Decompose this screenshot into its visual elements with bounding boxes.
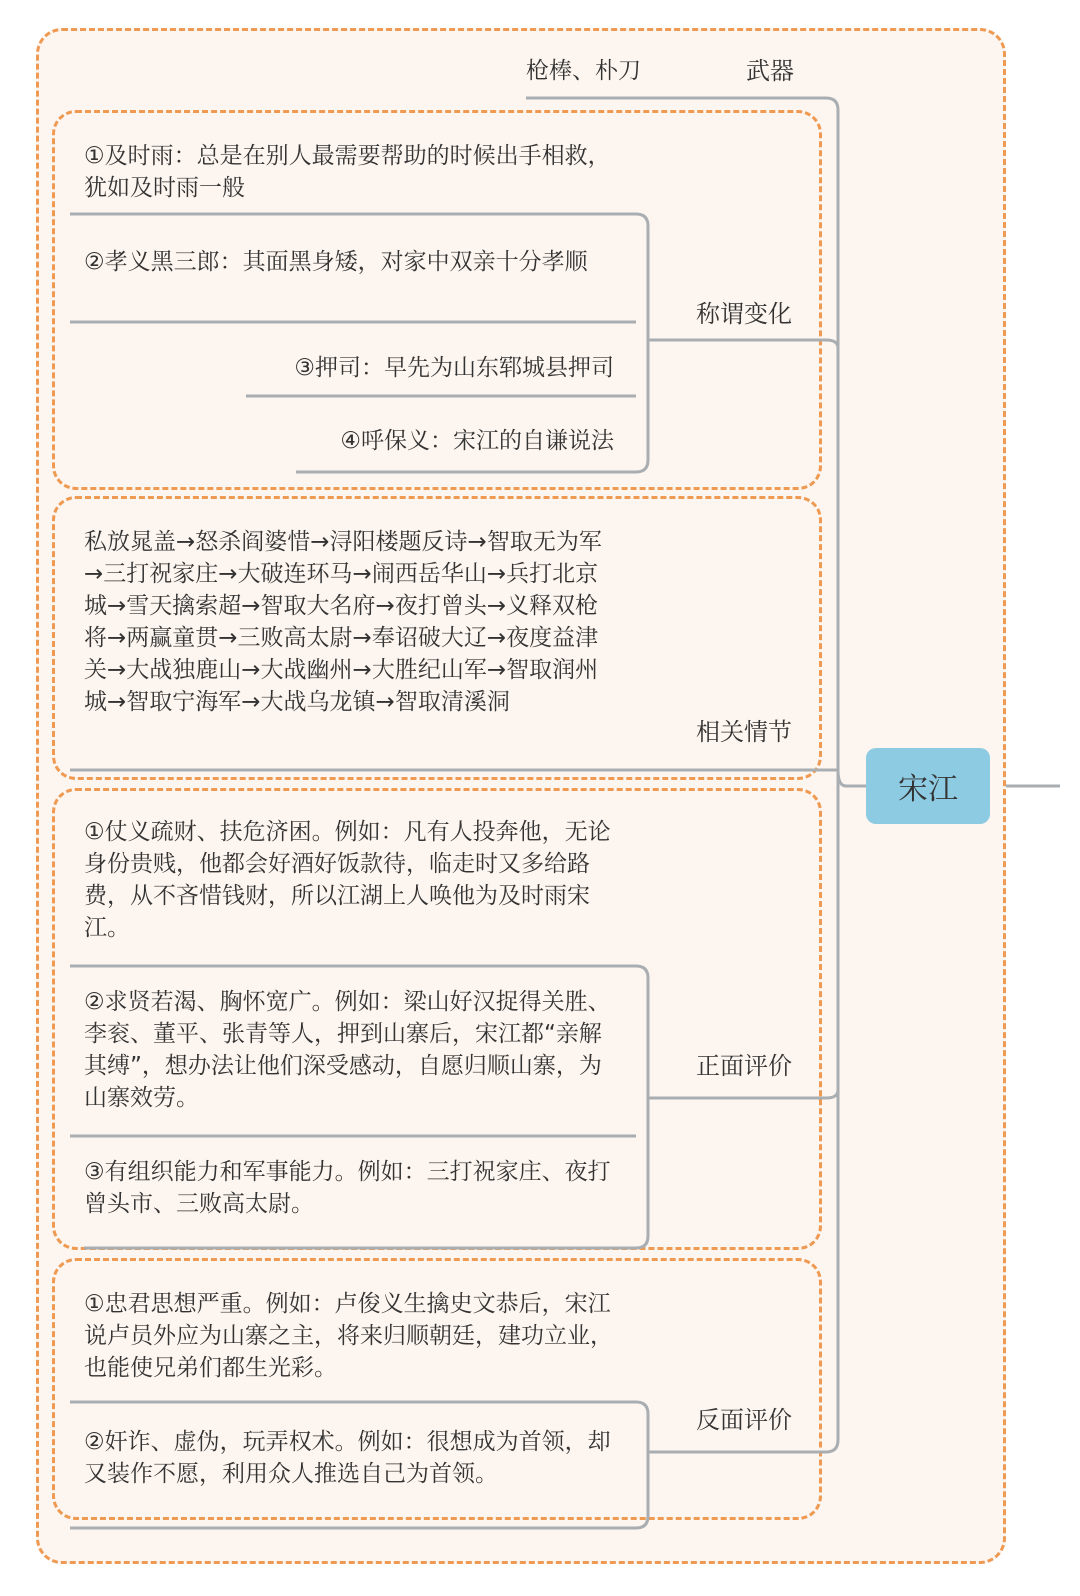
- branch-negative[interactable]: 反面评价: [696, 1406, 792, 1434]
- titles-leaf-2[interactable]: ②孝义黑三郎：其面黑身矮，对家中双亲十分孝顺: [84, 249, 588, 275]
- titles-leaf-4[interactable]: ④呼保义：宋江的自谦说法: [340, 428, 614, 454]
- positive-leaf-3[interactable]: ③有组织能力和军事能力。例如：三打祝家庄、夜打曾头市、三败高太尉。: [84, 1159, 611, 1217]
- positive-leaf-2[interactable]: ②求贤若渴、胸怀宽广。例如：梁山好汉捉得关胜、李衮、董平、张青等人，押到山寨后，宋江都“亲解其缚”，想办法让他们深受感动，自愿归顺山寨，为山寨效劳。: [84, 989, 611, 1111]
- branch-plots[interactable]: 相关情节: [696, 718, 792, 746]
- branch-titles[interactable]: 称谓变化: [696, 300, 792, 328]
- positive-leaf-1[interactable]: ①仗义疏财、扶危济困。例如：凡有人投奔他，无论身份贵贱，他都会好酒好饭款待，临走时又多给路费，从不吝惜钱财，所以江湖上人唤他为及时雨宋江。: [84, 819, 611, 941]
- root-label: 宋江: [898, 772, 958, 807]
- titles-leaf-3[interactable]: ③押司：早先为山东郓城县押司: [294, 355, 614, 381]
- root-node-songjiang[interactable]: [866, 748, 990, 824]
- negative-leaf-1[interactable]: ①忠君思想严重。例如：卢俊义生擒史文恭后，宋江说卢员外应为山寨之主，将来归顺朝廷，建功立业，也能使兄弟们都生光彩。: [84, 1291, 613, 1381]
- branch-positive[interactable]: 正面评价: [696, 1052, 792, 1080]
- negative-leaf-2[interactable]: ②奸诈、虚伪，玩弄权术。例如：很想成为首领，却又装作不愿，利用众人推选自己为首领。: [84, 1429, 611, 1487]
- weapons-leaf[interactable]: 枪棒、朴刀: [526, 58, 641, 84]
- branch-weapons[interactable]: 武器: [746, 57, 794, 85]
- plots-leaf[interactable]: 私放晁盖→怒杀阎婆惜→浔阳楼题反诗→智取无为军→三打祝家庄→大破连环马→闹西岳华山→兵打北京城→雪天擒索超→智取大名府→夜打曾头→义释双枪将→两赢童贯→三败高太尉→奉诏破大辽→夜度益津关→大战独鹿山→大战幽州→大胜纪山军→智取润州城→智取宁海军→大战乌龙镇→智取清溪洞: [84, 529, 602, 715]
- titles-leaf-1[interactable]: ①及时雨：总是在别人最需要帮助的时候出手相救，犹如及时雨一般: [84, 143, 611, 201]
